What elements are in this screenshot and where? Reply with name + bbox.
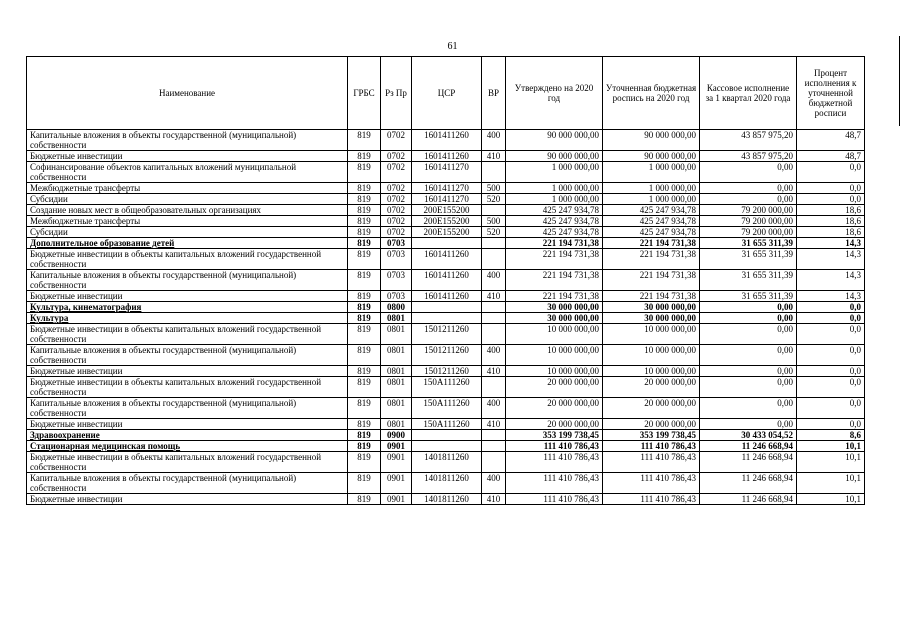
cell-percent: 0,0	[797, 183, 865, 194]
table-row	[27, 227, 865, 238]
cell-percent: 10,1	[797, 441, 865, 452]
cell-rzpr: 0801	[381, 313, 412, 324]
cell-cash: 0,00	[700, 324, 797, 345]
cell-approved: 20 000 000,00	[506, 398, 603, 419]
table-row	[27, 366, 865, 377]
cell-cash: 31 655 311,39	[700, 249, 797, 270]
cell-approved: 30 000 000,00	[506, 313, 603, 324]
page-number: 61	[447, 41, 458, 52]
cell-rzpr: 0703	[381, 270, 412, 291]
cell-refined: 353 199 738,45	[603, 430, 700, 441]
table-row	[27, 398, 865, 419]
cell-refined: 10 000 000,00	[603, 324, 700, 345]
cell-refined: 425 247 934,78	[603, 227, 700, 238]
cell-grbs: 819	[348, 441, 381, 452]
cell-rzpr: 0801	[381, 324, 412, 345]
cell-name: Здравоохранение	[27, 430, 348, 441]
cell-cash: 30 433 054,52	[700, 430, 797, 441]
header-refined: Уточненная бюджетная роспись на 2020 год	[603, 57, 700, 130]
table-row	[27, 162, 865, 183]
cell-cash: 79 200 000,00	[700, 205, 797, 216]
cell-cash: 11 246 668,94	[700, 452, 797, 473]
cell-cash: 0,00	[700, 162, 797, 183]
cell-csr: 200E155200	[412, 205, 482, 216]
cell-csr	[412, 430, 482, 441]
table-row	[27, 419, 865, 430]
table-row	[27, 324, 865, 345]
cell-rzpr: 0901	[381, 473, 412, 494]
cell-percent: 0,0	[797, 162, 865, 183]
table-row	[27, 377, 865, 398]
cell-approved: 1 000 000,00	[506, 183, 603, 194]
cell-vr: 500	[482, 216, 506, 227]
cell-vr	[482, 430, 506, 441]
cell-rzpr: 0801	[381, 398, 412, 419]
cell-grbs: 819	[348, 430, 381, 441]
cell-name: Межбюджетные трансферты	[27, 183, 348, 194]
cell-percent: 10,1	[797, 452, 865, 473]
cell-grbs: 819	[348, 194, 381, 205]
cell-name: Субсидии	[27, 194, 348, 205]
cell-csr: 150A111260	[412, 419, 482, 430]
cell-rzpr: 0703	[381, 238, 412, 249]
cell-name: Капитальные вложения в объекты государственной (муниципальной) собственности	[27, 398, 348, 419]
cell-percent: 10,1	[797, 473, 865, 494]
cell-grbs: 819	[348, 366, 381, 377]
cell-approved: 90 000 000,00	[506, 151, 603, 162]
cell-percent: 10,1	[797, 494, 865, 505]
cell-grbs: 819	[348, 419, 381, 430]
cell-refined: 221 194 731,38	[603, 270, 700, 291]
cell-csr: 1501211260	[412, 345, 482, 366]
cell-csr: 150A111260	[412, 377, 482, 398]
cell-vr	[482, 249, 506, 270]
cell-percent: 14,3	[797, 238, 865, 249]
cell-vr	[482, 238, 506, 249]
cell-name: Бюджетные инвестиции	[27, 291, 348, 302]
cell-refined: 111 410 786,43	[603, 494, 700, 505]
cell-name: Межбюджетные трансферты	[27, 216, 348, 227]
cell-refined: 111 410 786,43	[603, 441, 700, 452]
cell-percent: 14,3	[797, 270, 865, 291]
cell-rzpr: 0801	[381, 345, 412, 366]
cell-name: Софинансирование объектов капитальных вложений муниципальной собственности	[27, 162, 348, 183]
cell-grbs: 819	[348, 238, 381, 249]
cell-cash: 11 246 668,94	[700, 441, 797, 452]
cell-approved: 10 000 000,00	[506, 324, 603, 345]
cell-grbs: 819	[348, 398, 381, 419]
cell-csr: 1601411270	[412, 183, 482, 194]
cell-vr: 520	[482, 227, 506, 238]
cell-name: Бюджетные инвестиции в объекты капитальных вложений государственной собственности	[27, 324, 348, 345]
cell-grbs: 819	[348, 227, 381, 238]
cell-grbs: 819	[348, 452, 381, 473]
cell-approved: 30 000 000,00	[506, 302, 603, 313]
cell-name: Бюджетные инвестиции	[27, 151, 348, 162]
cell-vr	[482, 205, 506, 216]
cell-cash: 31 655 311,39	[700, 270, 797, 291]
cell-grbs: 819	[348, 130, 381, 151]
cell-cash: 79 200 000,00	[700, 227, 797, 238]
cell-vr: 400	[482, 130, 506, 151]
table-row	[27, 205, 865, 216]
cell-grbs: 819	[348, 324, 381, 345]
cell-name: Культура, кинематография	[27, 302, 348, 313]
cell-grbs: 819	[348, 473, 381, 494]
cell-name: Капитальные вложения в объекты государственной (муниципальной) собственности	[27, 473, 348, 494]
cell-vr: 410	[482, 151, 506, 162]
cell-grbs: 819	[348, 162, 381, 183]
cell-vr: 400	[482, 398, 506, 419]
cell-percent: 14,3	[797, 291, 865, 302]
table-row	[27, 216, 865, 227]
cell-cash: 0,00	[700, 419, 797, 430]
table-row	[27, 249, 865, 270]
cell-rzpr: 0702	[381, 183, 412, 194]
cell-approved: 20 000 000,00	[506, 377, 603, 398]
header-name: Наименование	[27, 57, 348, 130]
cell-grbs: 819	[348, 345, 381, 366]
table-row	[27, 441, 865, 452]
cell-vr	[482, 313, 506, 324]
cell-csr	[412, 313, 482, 324]
cell-name: Стационарная медицинская помощь	[27, 441, 348, 452]
cell-approved: 425 247 934,78	[506, 216, 603, 227]
cell-refined: 30 000 000,00	[603, 313, 700, 324]
cell-vr: 500	[482, 183, 506, 194]
cell-approved: 221 194 731,38	[506, 270, 603, 291]
cell-rzpr: 0702	[381, 130, 412, 151]
cell-csr: 1401811260	[412, 494, 482, 505]
cell-cash: 43 857 975,20	[700, 130, 797, 151]
table-row	[27, 194, 865, 205]
header-vr: ВР	[482, 57, 506, 130]
cell-percent: 0,0	[797, 345, 865, 366]
table-row	[27, 302, 865, 313]
cell-csr: 1501211260	[412, 324, 482, 345]
cell-grbs: 819	[348, 216, 381, 227]
header-approved: Утверждено на 2020 год	[506, 57, 603, 130]
cell-refined: 90 000 000,00	[603, 130, 700, 151]
cell-refined: 10 000 000,00	[603, 345, 700, 366]
table-row	[27, 452, 865, 473]
cell-percent: 18,6	[797, 216, 865, 227]
cell-percent: 48,7	[797, 130, 865, 151]
cell-refined: 111 410 786,43	[603, 452, 700, 473]
cell-csr: 1601411270	[412, 162, 482, 183]
cell-percent: 0,0	[797, 302, 865, 313]
cell-percent: 18,6	[797, 227, 865, 238]
cell-approved: 221 194 731,38	[506, 238, 603, 249]
cell-cash: 11 246 668,94	[700, 473, 797, 494]
cell-refined: 20 000 000,00	[603, 377, 700, 398]
cell-cash: 0,00	[700, 313, 797, 324]
budget-table	[26, 56, 865, 505]
cell-rzpr: 0702	[381, 227, 412, 238]
cell-refined: 1 000 000,00	[603, 194, 700, 205]
cell-approved: 353 199 738,45	[506, 430, 603, 441]
cell-rzpr: 0901	[381, 494, 412, 505]
cell-csr: 1601411260	[412, 291, 482, 302]
cell-rzpr: 0801	[381, 366, 412, 377]
cell-percent: 14,3	[797, 249, 865, 270]
cell-percent: 0,0	[797, 313, 865, 324]
cell-refined: 1 000 000,00	[603, 162, 700, 183]
cell-cash: 43 857 975,20	[700, 151, 797, 162]
cell-refined: 425 247 934,78	[603, 205, 700, 216]
cell-percent: 0,0	[797, 419, 865, 430]
cell-refined: 1 000 000,00	[603, 183, 700, 194]
cell-refined: 90 000 000,00	[603, 151, 700, 162]
cell-grbs: 819	[348, 249, 381, 270]
cell-percent: 0,0	[797, 398, 865, 419]
cell-approved: 221 194 731,38	[506, 249, 603, 270]
cell-cash: 0,00	[700, 345, 797, 366]
cell-refined: 30 000 000,00	[603, 302, 700, 313]
header-cash: Кассовое исполнение за 1 квартал 2020 года	[700, 57, 797, 130]
cell-rzpr: 0703	[381, 291, 412, 302]
cell-percent: 0,0	[797, 366, 865, 377]
cell-refined: 425 247 934,78	[603, 216, 700, 227]
table-row	[27, 494, 865, 505]
cell-refined: 111 410 786,43	[603, 473, 700, 494]
cell-approved: 1 000 000,00	[506, 162, 603, 183]
cell-name: Капитальные вложения в объекты государственной (муниципальной) собственности	[27, 130, 348, 151]
cell-refined: 221 194 731,38	[603, 249, 700, 270]
table-row	[27, 270, 865, 291]
table-row	[27, 151, 865, 162]
cell-cash: 0,00	[700, 366, 797, 377]
cell-rzpr: 0702	[381, 162, 412, 183]
cell-approved: 111 410 786,43	[506, 494, 603, 505]
cell-approved: 111 410 786,43	[506, 441, 603, 452]
cell-rzpr: 0901	[381, 452, 412, 473]
cell-cash: 0,00	[700, 194, 797, 205]
cell-percent: 0,0	[797, 324, 865, 345]
cell-grbs: 819	[348, 205, 381, 216]
cell-name: Субсидии	[27, 227, 348, 238]
cell-csr: 1601411260	[412, 130, 482, 151]
cell-csr	[412, 441, 482, 452]
cell-grbs: 819	[348, 183, 381, 194]
cell-csr: 200E155200	[412, 216, 482, 227]
header-rzpr: Рз Пр	[381, 57, 412, 130]
cell-csr	[412, 302, 482, 313]
cell-approved: 20 000 000,00	[506, 419, 603, 430]
cell-percent: 8,6	[797, 430, 865, 441]
cell-csr: 150A111260	[412, 398, 482, 419]
cell-approved: 90 000 000,00	[506, 130, 603, 151]
header-csr: ЦСР	[412, 57, 482, 130]
cell-vr: 410	[482, 366, 506, 377]
cell-refined: 10 000 000,00	[603, 366, 700, 377]
cell-grbs: 819	[348, 270, 381, 291]
cell-name: Бюджетные инвестиции в объекты капитальных вложений государственной собственности	[27, 452, 348, 473]
margin-rule	[899, 36, 900, 126]
cell-vr: 410	[482, 494, 506, 505]
table-row	[27, 430, 865, 441]
cell-rzpr: 0702	[381, 194, 412, 205]
table-row	[27, 291, 865, 302]
cell-cash: 0,00	[700, 377, 797, 398]
cell-vr	[482, 441, 506, 452]
cell-approved: 425 247 934,78	[506, 205, 603, 216]
table-row	[27, 473, 865, 494]
cell-approved: 10 000 000,00	[506, 366, 603, 377]
cell-csr: 200E155200	[412, 227, 482, 238]
cell-grbs: 819	[348, 313, 381, 324]
cell-name: Создание новых мест в общеобразовательных организациях	[27, 205, 348, 216]
cell-rzpr: 0702	[381, 205, 412, 216]
cell-refined: 20 000 000,00	[603, 419, 700, 430]
cell-cash: 31 655 311,39	[700, 291, 797, 302]
table-header-row	[27, 57, 865, 130]
cell-cash: 0,00	[700, 302, 797, 313]
cell-vr: 400	[482, 473, 506, 494]
cell-name: Бюджетные инвестиции в объекты капитальных вложений государственной собственности	[27, 377, 348, 398]
cell-rzpr: 0901	[381, 441, 412, 452]
cell-refined: 20 000 000,00	[603, 398, 700, 419]
cell-name: Дополнительное образование детей	[27, 238, 348, 249]
cell-vr	[482, 452, 506, 473]
cell-name: Бюджетные инвестиции	[27, 419, 348, 430]
cell-grbs: 819	[348, 151, 381, 162]
table-row	[27, 130, 865, 151]
cell-name: Капитальные вложения в объекты государственной (муниципальной) собственности	[27, 345, 348, 366]
cell-csr: 1401811260	[412, 473, 482, 494]
cell-cash: 31 655 311,39	[700, 238, 797, 249]
cell-csr: 1601411260	[412, 151, 482, 162]
table-row	[27, 313, 865, 324]
cell-name: Капитальные вложения в объекты государственной (муниципальной) собственности	[27, 270, 348, 291]
cell-csr: 1601411260	[412, 270, 482, 291]
cell-rzpr: 0800	[381, 302, 412, 313]
cell-vr: 410	[482, 419, 506, 430]
header-percent: Процент исполнения к уточненной бюджетной росписи	[797, 57, 865, 130]
cell-rzpr: 0702	[381, 216, 412, 227]
cell-percent: 18,6	[797, 205, 865, 216]
cell-cash: 79 200 000,00	[700, 216, 797, 227]
cell-grbs: 819	[348, 291, 381, 302]
cell-rzpr: 0900	[381, 430, 412, 441]
cell-name: Бюджетные инвестиции в объекты капитальных вложений государственной собственности	[27, 249, 348, 270]
cell-vr	[482, 324, 506, 345]
cell-name: Бюджетные инвестиции	[27, 494, 348, 505]
cell-percent: 0,0	[797, 377, 865, 398]
cell-csr: 1501211260	[412, 366, 482, 377]
cell-vr: 400	[482, 345, 506, 366]
cell-grbs: 819	[348, 302, 381, 313]
cell-vr: 410	[482, 291, 506, 302]
cell-cash: 0,00	[700, 398, 797, 419]
cell-approved: 221 194 731,38	[506, 291, 603, 302]
table-row	[27, 238, 865, 249]
cell-csr: 1601411270	[412, 194, 482, 205]
cell-rzpr: 0702	[381, 151, 412, 162]
table-row	[27, 183, 865, 194]
cell-name: Бюджетные инвестиции	[27, 366, 348, 377]
table-body	[27, 130, 865, 505]
cell-grbs: 819	[348, 494, 381, 505]
cell-csr	[412, 238, 482, 249]
cell-cash: 11 246 668,94	[700, 494, 797, 505]
cell-cash: 0,00	[700, 183, 797, 194]
cell-percent: 48,7	[797, 151, 865, 162]
cell-vr: 520	[482, 194, 506, 205]
cell-name: Культура	[27, 313, 348, 324]
cell-refined: 221 194 731,38	[603, 291, 700, 302]
cell-approved: 1 000 000,00	[506, 194, 603, 205]
cell-vr	[482, 377, 506, 398]
cell-approved: 425 247 934,78	[506, 227, 603, 238]
cell-approved: 10 000 000,00	[506, 345, 603, 366]
cell-percent: 0,0	[797, 194, 865, 205]
cell-grbs: 819	[348, 377, 381, 398]
cell-csr: 1601411260	[412, 249, 482, 270]
cell-rzpr: 0703	[381, 249, 412, 270]
cell-approved: 111 410 786,43	[506, 452, 603, 473]
table-row	[27, 345, 865, 366]
cell-vr: 400	[482, 270, 506, 291]
cell-rzpr: 0801	[381, 377, 412, 398]
cell-vr	[482, 302, 506, 313]
cell-rzpr: 0801	[381, 419, 412, 430]
cell-refined: 221 194 731,38	[603, 238, 700, 249]
cell-csr: 1401811260	[412, 452, 482, 473]
cell-vr	[482, 162, 506, 183]
cell-approved: 111 410 786,43	[506, 473, 603, 494]
header-grbs: ГРБС	[348, 57, 381, 130]
